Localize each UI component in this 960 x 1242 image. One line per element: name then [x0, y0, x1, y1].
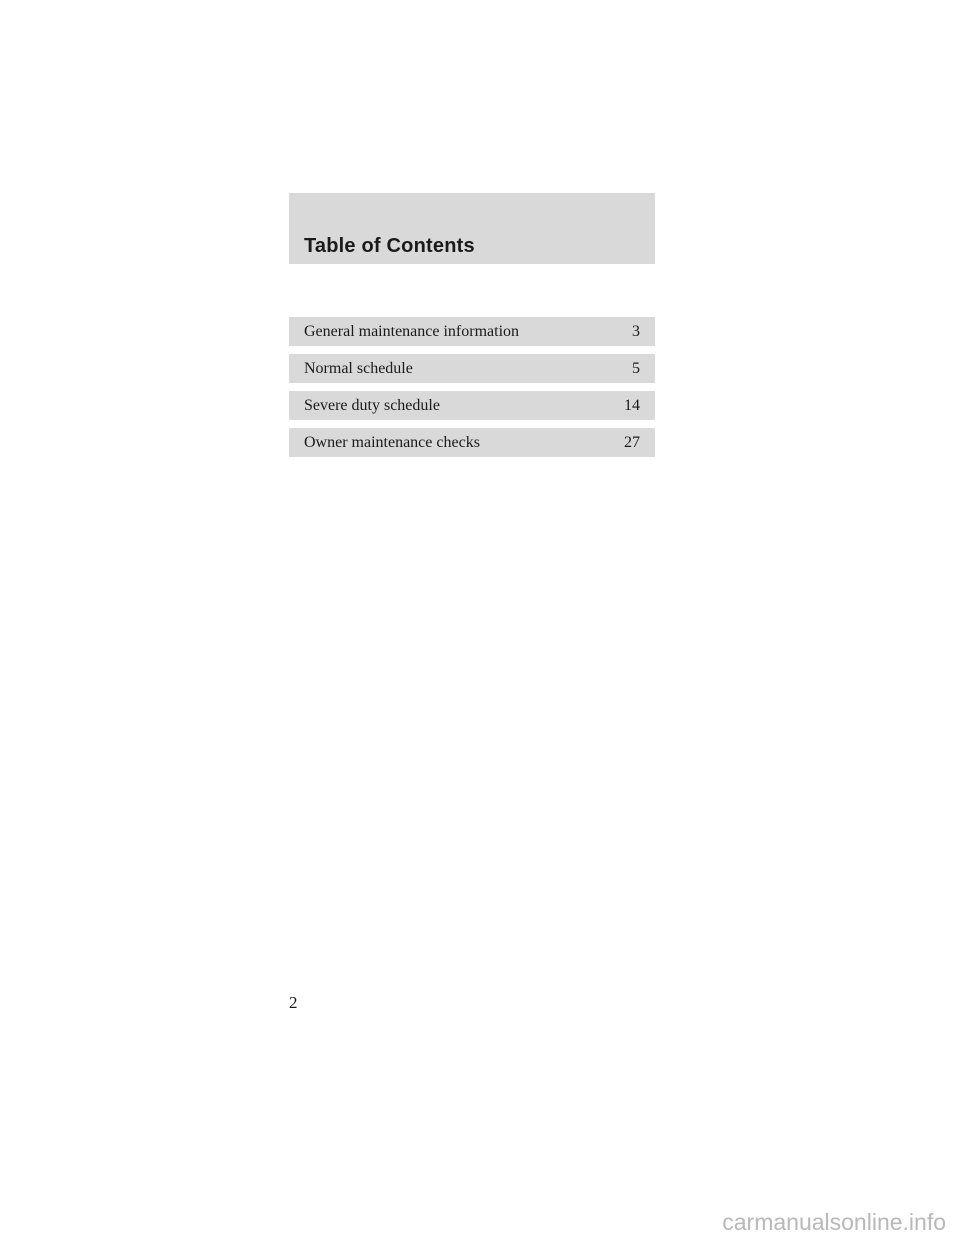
page-number: 2 [289, 993, 298, 1012]
toc-entry-label: Owner maintenance checks [304, 433, 480, 451]
page-title: Table of Contents [304, 235, 475, 257]
toc-entry-label: Severe duty schedule [304, 396, 440, 414]
toc-entry-severe-duty-schedule[interactable] [289, 391, 655, 420]
toc-entry-owner-maintenance-checks[interactable] [289, 428, 655, 457]
toc-list [289, 317, 655, 457]
toc-entry-page: 14 [624, 396, 640, 414]
toc-header [289, 193, 655, 264]
watermark-text: carmanualsonline.info [722, 1209, 946, 1235]
toc-entry-page: 3 [632, 322, 640, 340]
toc-entry-page: 27 [624, 433, 640, 451]
toc-entry-general-maintenance[interactable] [289, 317, 655, 346]
toc-entry-label: Normal schedule [304, 359, 413, 377]
toc-entry-normal-schedule[interactable] [289, 354, 655, 383]
toc-entry-page: 5 [632, 359, 640, 377]
toc-entry-label: General maintenance information [304, 322, 520, 340]
